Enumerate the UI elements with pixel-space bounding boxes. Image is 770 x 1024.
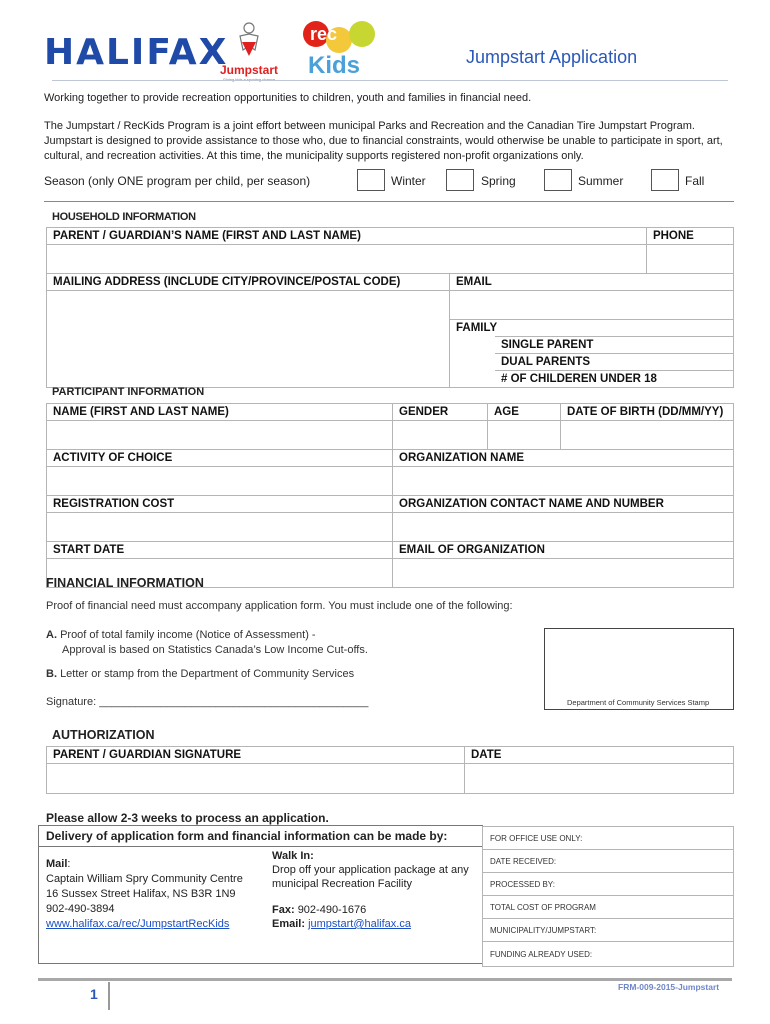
walkin-label: Walk In: <box>272 850 314 862</box>
family-children-count[interactable]: # OF CHILDEREN UNDER 18 <box>495 370 733 387</box>
jumpstart-logo: Jumpstart Giving kids a sporting chance <box>218 20 280 82</box>
household-table <box>46 227 734 388</box>
option-a-line2: Approval is based on Statistics Canada’s Low Income Cut-offs. <box>62 644 368 656</box>
org-contact-field[interactable] <box>393 513 734 542</box>
office-municipality-jumpstart[interactable]: MUNICIPALITY/JUMPSTART: <box>483 919 733 942</box>
season-fall-checkbox[interactable] <box>651 169 679 191</box>
form-code: FRM-009-2015-Jumpstart <box>618 982 720 992</box>
reg-cost-label: REGISTRATION COST <box>47 496 393 513</box>
mail-line-1: Captain William Spry Community Centre <box>46 873 243 885</box>
auth-date-field[interactable] <box>465 764 734 794</box>
parent-name-label: PARENT / GUARDIAN’S NAME (FIRST AND LAST NAME) <box>47 228 647 245</box>
family-label: FAMILY <box>456 322 498 334</box>
org-email-field[interactable] <box>393 559 734 588</box>
household-heading: HOUSEHOLD INFORMATION <box>52 211 196 223</box>
guardian-signature-label: PARENT / GUARDIAN SIGNATURE <box>47 747 465 764</box>
page-number-divider <box>108 982 110 1010</box>
footer-rule <box>38 978 732 981</box>
season-spring-label: Spring <box>481 174 516 188</box>
org-name-field[interactable] <box>393 467 734 496</box>
dob-label: DATE OF BIRTH (DD/MM/YY) <box>561 404 734 421</box>
fax-number: 902-490-1676 <box>297 904 367 916</box>
authorization-table <box>46 746 734 794</box>
processing-notice: Please allow 2-3 weeks to process an application. <box>46 811 329 825</box>
season-rule <box>44 201 734 202</box>
gender-label: GENDER <box>393 404 488 421</box>
delivery-heading: Delivery of application form and financial information can be made by: <box>46 829 448 843</box>
season-winter-label: Winter <box>391 174 426 188</box>
mail-block <box>46 857 243 932</box>
mailing-address-label: MAILING ADDRESS (INCLUDE CITY/PROVINCE/POSTAL CODE) <box>47 274 450 291</box>
stamp-label: Department of Community Services Stamp <box>567 698 710 707</box>
intro-paragraph: The Jumpstart / RecKids Program is a joint effort between municipal Parks and Recreation and the Canadian Tire Jumpstart Program. Jumpstart is designed to provide assistance to those who, due to financial constraints, would otherwise be unable to participate in sport, art, cultural, and recreation activities. At this time, the municipality supports registered non-profit organizations only. <box>44 120 723 162</box>
guardian-signature-field[interactable] <box>47 764 465 794</box>
fax-email-block <box>272 903 411 931</box>
activity-field[interactable] <box>47 467 393 496</box>
family-cell <box>450 320 734 388</box>
page-number: 1 <box>90 986 98 1002</box>
header-rule <box>52 80 728 81</box>
office-total-cost[interactable]: TOTAL COST OF PROGRAM <box>483 896 733 919</box>
financial-option-b <box>46 668 354 680</box>
org-email-label: EMAIL OF ORGANIZATION <box>393 542 734 559</box>
gender-field[interactable] <box>393 421 488 450</box>
office-use-box <box>482 826 734 967</box>
office-date-received[interactable]: DATE RECEIVED: <box>483 850 733 873</box>
option-b-letter: B. <box>46 668 57 680</box>
jumpstart-email-link[interactable]: jumpstart@halifax.ca <box>308 918 411 930</box>
age-field[interactable] <box>488 421 561 450</box>
org-contact-label: ORGANIZATION CONTACT NAME AND NUMBER <box>393 496 734 513</box>
office-processed-by[interactable]: PROCESSED BY: <box>483 873 733 896</box>
auth-date-label: DATE <box>465 747 734 764</box>
participant-table <box>46 403 734 588</box>
season-winter-checkbox[interactable] <box>357 169 385 191</box>
email-label: EMAIL <box>450 274 734 291</box>
financial-intro: Proof of financial need must accompany application form. You must include one of the following: <box>46 600 513 612</box>
rec-wordmark: rec <box>310 24 338 44</box>
financial-option-a <box>46 628 368 658</box>
financial-heading: FINANCIAL INFORMATION <box>46 576 204 590</box>
financial-signature-line[interactable]: Signature: ____________________________________________ <box>46 696 369 708</box>
email-contact-label: Email: <box>272 918 306 930</box>
activity-label: ACTIVITY OF CHOICE <box>47 450 393 467</box>
kids-wordmark: Kids <box>308 52 361 79</box>
office-funding-used[interactable]: FUNDING ALREADY USED: <box>490 949 593 959</box>
mail-colon: : <box>67 858 71 870</box>
walkin-block <box>272 849 469 891</box>
phone-field[interactable] <box>646 245 733 274</box>
option-a-line1: Proof of total family income (Notice of Assessment) - <box>60 629 316 641</box>
stamp-box[interactable] <box>544 628 734 710</box>
delivery-heading-rule <box>38 846 482 847</box>
walkin-line-1: Drop off your application package at any <box>272 864 469 876</box>
org-name-label: ORGANIZATION NAME <box>393 450 734 467</box>
family-dual-parents[interactable]: DUAL PARENTS <box>495 353 733 370</box>
option-a-letter: A. <box>46 629 57 641</box>
season-summer-label: Summer <box>578 174 624 188</box>
office-use-heading: FOR OFFICE USE ONLY: <box>483 827 733 850</box>
halifax-logo: HALIFAX <box>44 32 229 73</box>
participant-heading: PARTICIPANT INFORMATION <box>52 386 205 398</box>
mail-label: Mail <box>46 858 68 870</box>
page-title: Jumpstart Application <box>466 47 638 67</box>
reckids-logo <box>302 18 382 80</box>
mail-line-2: 16 Sussex Street Halifax, NS B3R 1N9 <box>46 888 236 900</box>
reg-cost-field[interactable] <box>47 513 393 542</box>
season-summer-checkbox[interactable] <box>544 169 572 191</box>
email-field[interactable] <box>450 291 734 320</box>
option-b-text: Letter or stamp from the Department of Community Services <box>60 668 355 680</box>
fax-label: Fax: <box>272 904 295 916</box>
dob-field[interactable] <box>561 421 734 450</box>
season-spring-checkbox[interactable] <box>446 169 474 191</box>
season-label: Season (only ONE program per child, per season) <box>44 174 311 188</box>
mail-line-3: 902-490-3894 <box>46 903 115 915</box>
participant-name-label: NAME (FIRST AND LAST NAME) <box>47 404 393 421</box>
age-label: AGE <box>488 404 561 421</box>
parent-name-field[interactable] <box>47 245 647 274</box>
walkin-line-2: municipal Recreation Facility <box>272 878 412 890</box>
phone-label: PHONE <box>646 228 733 245</box>
jumpstart-figure-icon <box>218 20 280 60</box>
season-fall-label: Fall <box>685 174 705 188</box>
participant-name-field[interactable] <box>47 421 393 450</box>
mailing-address-field[interactable] <box>47 291 450 388</box>
authorization-heading: AUTHORIZATION <box>52 728 155 742</box>
jumpstart-web-link[interactable]: www.halifax.ca/rec/JumpstartRecKids <box>46 918 230 930</box>
intro-line: Working together to provide recreation opportunities to children, youth and families in financial need. <box>44 92 532 104</box>
family-single-parent[interactable]: SINGLE PARENT <box>495 336 733 353</box>
start-date-label: START DATE <box>47 542 393 559</box>
